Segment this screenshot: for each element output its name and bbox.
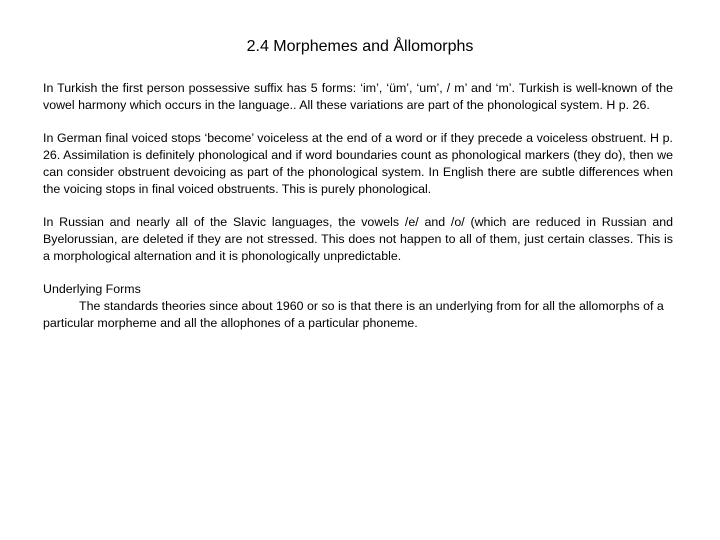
paragraph-german: In German final voiced stops ‘become’ voiceless at the end of a word or if they precede a voiceless obstruent. H p. 26. Assimilation is definitely phonological and if word boundaries count as phonological markers (they do), then we can consider obstruent devoicing as part of the phonological system. In English there are subtle differences when the voicing stops in final voiced obstruents. This is purely phonological. bbox=[43, 131, 673, 196]
paragraph-russian: In Russian and nearly all of the Slavic languages, the vowels /e/ and /o/ (which are reduced in Russian and Byelorussian, are deleted if they are not stressed. This does not happen to all of them, just certain classes. This is a morphological alternation and it is phonologically unpredictable. bbox=[43, 215, 673, 263]
underlying-forms-text: The standards theories since about 1960 or so is that there is an underlying from for all the allomorphs of a particular morpheme and all the allophones of a particular phoneme. bbox=[43, 299, 664, 330]
paragraph-turkish: In Turkish the first person possessive suffix has 5 forms: ‘im’, ‘üm’, ‘um’, / m’ and ‘m’. Turkish is well-known of the vowel harmony which occurs in the language.. All these variations are part of the phonological system. H p. 26. bbox=[43, 81, 673, 112]
paragraph-underlying-forms bbox=[43, 281, 673, 332]
slide-body bbox=[43, 80, 673, 348]
slide-title: 2.4 Morphemes and Ållomorphs bbox=[246, 38, 474, 55]
underlying-forms-heading: Underlying Forms bbox=[43, 282, 141, 296]
